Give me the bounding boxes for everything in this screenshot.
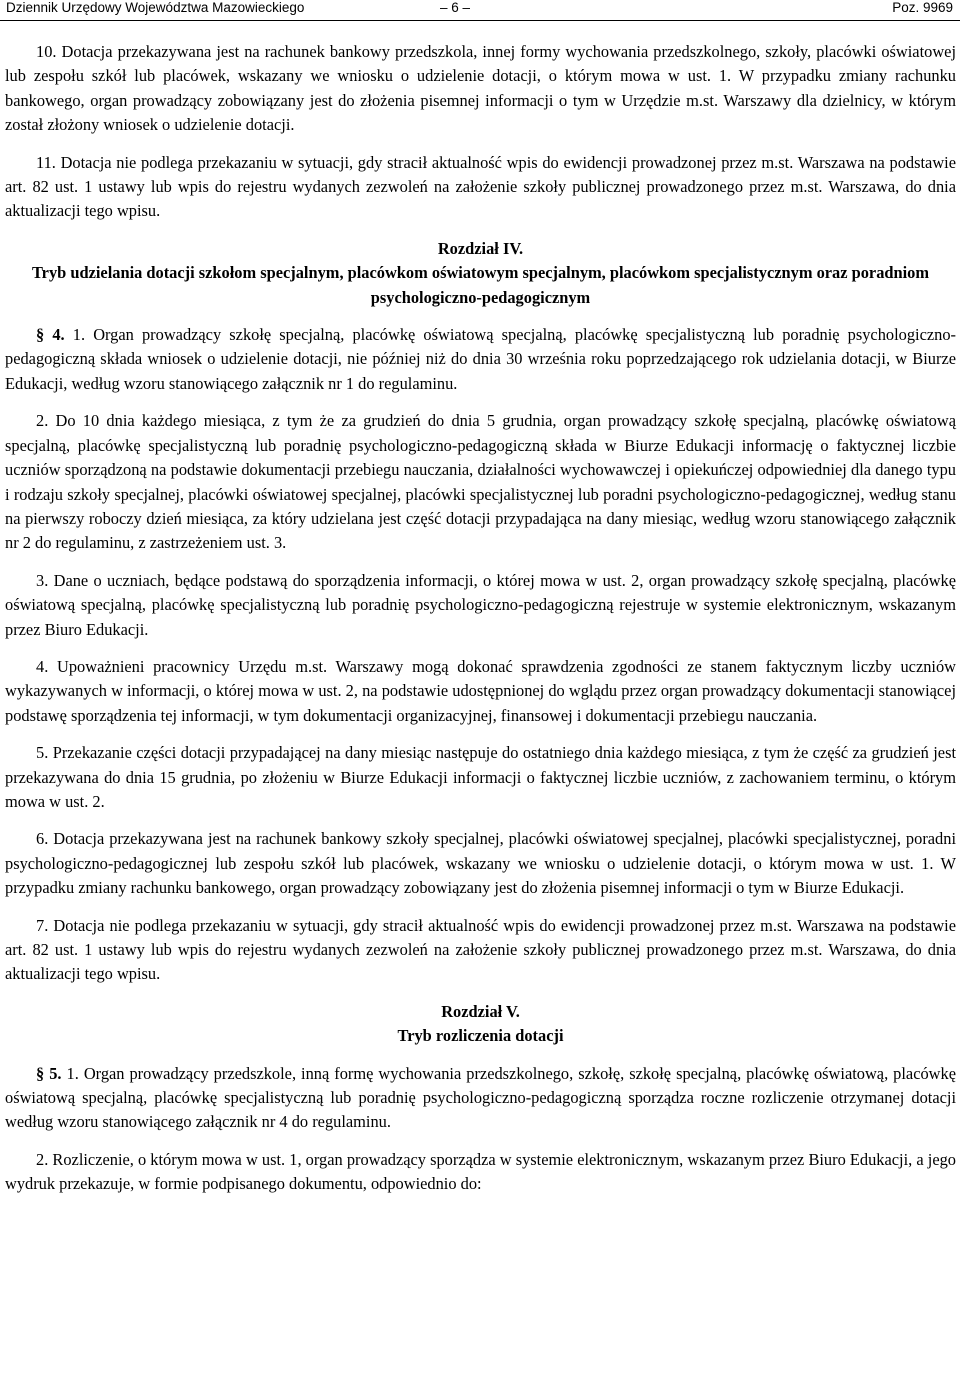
- section-4-paragraph-4: 4. Upoważnieni pracownicy Urzędu m.st. Warszawy mogą dokonać sprawdzenia zgodności ze stanem faktycznym liczby uczniów wykazywanych w informacji, o której mowa w ust. 2, na podstawie udostępnionej do wglądu przez organ prowadzący dokumentacji stanowiącej podstawę sporządzenia tej informacji, w tym dokumentacji organizacyjnej, finansowej i dokumentacji przebiegu nauczania.: [5, 656, 956, 725]
- chapter-5-title: Rozdział V.: [441, 1001, 520, 1021]
- section-4-paragraph-1: [5, 323, 956, 396]
- paragraph-11: 11. Dotacja nie podlega przekazaniu w sytuacji, gdy stracił aktualność wpis do ewidencji prowadzonej przez m.st. Warszawa na podstawie art. 82 ust. 1 ustawy lub wpis do rejestru wydanych zezwoleń na założenie szkoły publicznej prowadzonego przez m.st. Warszawa, do dnia aktualizacji tego wpisu.: [5, 152, 956, 221]
- section-4-paragraph-2: 2. Do 10 dnia każdego miesiąca, z tym że za grudzień do dnia 5 grudnia, organ prowadzący szkołę specjalną, placówkę oświatową specjalną, placówkę specjalistyczną lub poradnię psychologiczno-pedagogiczną składa w Biurze Edukacji informację o faktycznej liczbie uczniów sporządzoną na podstawie dokumentacji przebiegu nauczania, działalności wychowawczej i opiekuńczej odpowiedniej dla danego typu i rodzaju szkoły specjalnej, placówki oświatowej specjalnej, placówki specjalistycznej lub poradni psychologiczno-pedagogicznej, według stanu na pierwszy roboczy dzień miesiąca, za który udzielana jest część dotacji przypadająca na dany miesiąc, według wzoru stanowiącego załącznik nr 2 do regulaminu, z zastrzeżeniem ust. 3.: [5, 411, 956, 553]
- section-4-paragraph-7: 7. Dotacja nie podlega przekazaniu w sytuacji, gdy stracił aktualność wpis do ewidencji prowadzonej przez m.st. Warszawa na podstawie art. 82 ust. 1 ustawy lub wpis do rejestru wydanych zezwoleń na założenie szkoły publicznej prowadzonego przez m.st. Warszawa, do dnia aktualizacji tego wpisu.: [5, 915, 956, 984]
- paragraph-10: 10. Dotacja przekazywana jest na rachunek bankowy przedszkola, innej formy wychowania przedszkolnego, szkoły, placówki oświatowej lub zespołu szkół lub placówek, wskazany we wniosku o udzielenie dotacji, o którym mowa w ust. 1. W przypadku zmiany rachunku bankowego, organ prowadzący zobowiązany jest do złożenia pisemnej informacji o tym w Urzędzie m.st. Warszawy dla dzielnicy, w którym został złożony wniosek o udzielenie dotacji.: [5, 42, 956, 135]
- section-4-paragraph-3: 3. Dane o uczniach, będące podstawą do sporządzenia informacji, o której mowa w ust. 2, organ prowadzący szkołę specjalną, placówkę oświatową specjalną, placówkę specjalistyczną lub poradnię psychologiczno-pedagogiczną rejestruje w systemie elektronicznym, wskazanym przez Biuro Edukacji.: [5, 570, 956, 639]
- chapter-4-subtitle: Tryb udzielania dotacji szkołom specjalnym, placówkom oświatowym specjalnym, placówkom specjalistycznym oraz poradniom psychologiczno-pedagogicznym: [31, 263, 930, 307]
- document-body: [5, 40, 956, 1197]
- section-4-number: § 4.: [36, 325, 65, 345]
- section-5-paragraph-1-text: 1. Organ prowadzący przedszkole, inną formę wychowania przedszkolnego, szkołę, szkołę specjalną, placówkę oświatową, placówkę oświatową specjalną, placówkę specjalistyczną lub poradnię psychologiczno-pedagogiczną sporządza roczne rozliczenie otrzymanej dotacji według wzoru stanowiącego załącznik nr 4 do regulaminu.: [5, 1063, 956, 1132]
- journal-title: Dziennik Urzędowy Województwa Mazowieckiego: [6, 0, 305, 15]
- section-4-paragraph-1-text: 1. Organ prowadzący szkołę specjalną, placówkę oświatową specjalną, placówkę specjalistyczną lub poradnię psychologiczno-pedagogiczną składa wniosek o udzielenie dotacji, nie później niż do dnia 30 września roku poprzedzającego rok udzielania dotacji, w Biurze Edukacji, według wzoru stanowiącego załącznik nr 1 do regulaminu.: [5, 325, 956, 393]
- chapter-4-title: Rozdział IV.: [437, 238, 524, 258]
- section-4-paragraph-5: 5. Przekazanie części dotacji przypadającej na dany miesiąc następuje do ostatniego dnia każdego miesiąca, z tym że część za grudzień jest przekazywana do dnia 15 grudnia, po złożeniu w Biurze Edukacji informacji o faktycznej liczbie uczniów, z zachowaniem terminu, o którym mowa w ust. 2.: [5, 743, 956, 811]
- section-5-paragraph-2: 2. Rozliczenie, o którym mowa w ust. 1, organ prowadzący sporządza w systemie elektronicznym, wskazanym przez Biuro Edukacji, a jego wydruk przekazuje, w formie podpisanego dokumentu, odpowiednio do:: [5, 1149, 956, 1194]
- chapter-5-subtitle: Tryb rozliczenia dotacji: [397, 1026, 564, 1046]
- page-header: [0, 0, 960, 18]
- header-divider: [0, 20, 960, 21]
- page-number: – 6 –: [440, 0, 471, 15]
- section-4-paragraph-6: 6. Dotacja przekazywana jest na rachunek bankowy szkoły specjalnej, placówki oświatowej specjalnej, placówki specjalistycznej, poradni psychologiczno-pedagogicznej lub zespołu szkół lub placówek, wskazany we wniosku o udzielenie dotacji, o którym mowa w ust. 1. W przypadku zmiany rachunku bankowego, organ prowadzący zobowiązany jest do złożenia pisemnej informacji o tym w Biurze Edukacji.: [5, 829, 956, 898]
- section-5-number: § 5.: [36, 1063, 62, 1083]
- section-5-paragraph-1: [5, 1062, 956, 1135]
- position-number: Poz. 9969: [892, 0, 953, 15]
